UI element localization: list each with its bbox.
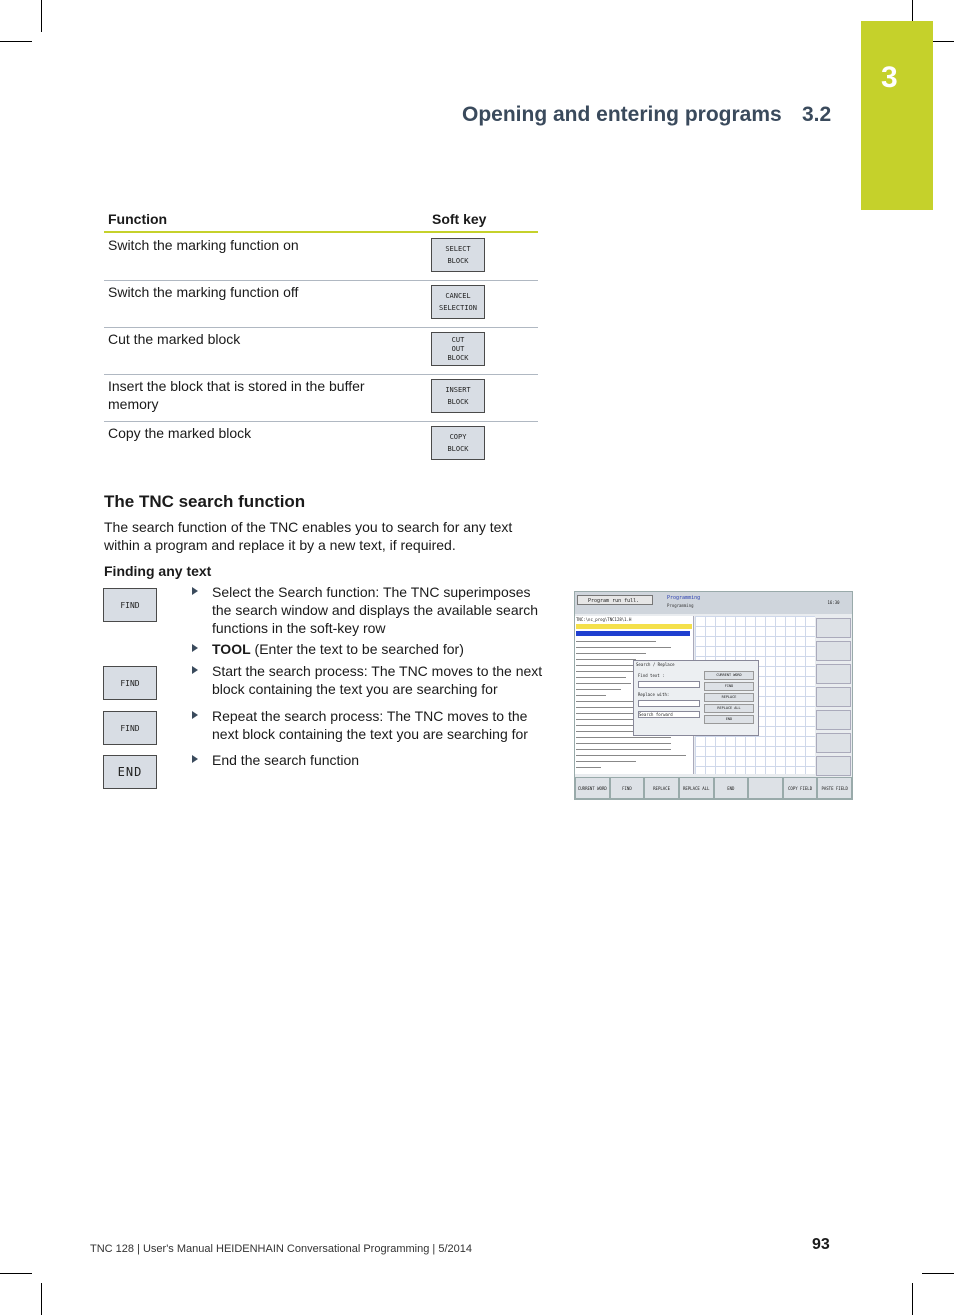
- softkey-label: CUT: [451, 335, 465, 344]
- code-line: [576, 695, 606, 696]
- mode-program-run: Program run full.: [577, 595, 653, 605]
- replace-with-input[interactable]: [638, 700, 700, 707]
- code-line: [576, 653, 646, 654]
- crop-mark: [922, 1273, 954, 1274]
- table-row: [104, 327, 538, 375]
- softkey-find[interactable]: FIND: [610, 777, 645, 799]
- crop-mark: [0, 1273, 32, 1274]
- step-keyword: TOOL: [212, 641, 251, 657]
- search-replace-dialog: [633, 660, 759, 736]
- page-number: 93: [812, 1236, 830, 1253]
- softkey-label: CANCEL: [445, 292, 471, 300]
- side-softkey[interactable]: [816, 687, 851, 707]
- crop-mark: [41, 0, 42, 32]
- table-row: [104, 233, 538, 281]
- function-cell: Copy the marked block: [108, 425, 252, 441]
- softkey-label: SELECT: [445, 245, 471, 253]
- section-intro: The search function of the TNC enables you to search for any text within a program and replace it by a new text, if required.: [104, 519, 513, 553]
- copy-block-softkey[interactable]: [431, 426, 485, 460]
- vertical-softkeys: [816, 618, 851, 779]
- softkey-blank[interactable]: [748, 777, 783, 799]
- softkey-paste-field[interactable]: PASTE FIELD: [817, 777, 852, 799]
- program-path: TNC:\nc_prog\TNC128\1.H: [576, 617, 632, 622]
- code-line: [576, 677, 626, 678]
- step-text-rest: (Enter the text to be searched for): [250, 641, 464, 657]
- step-text: Start the search process: The TNC moves to the next block containing the text you are searching for: [212, 663, 543, 697]
- softkey-end[interactable]: END: [714, 777, 749, 799]
- end-softkey[interactable]: END: [103, 755, 157, 789]
- find-softkey[interactable]: FIND: [103, 711, 157, 745]
- find-button[interactable]: FIND: [704, 682, 754, 691]
- function-cell: Switch the marking function off: [108, 284, 299, 300]
- tnc-screenshot: [574, 591, 853, 800]
- softkey-label: BLOCK: [447, 353, 469, 362]
- chapter-number: 3: [881, 61, 898, 94]
- softkey-label: OUT: [451, 344, 465, 353]
- running-header-title: Opening and entering programs: [462, 103, 782, 126]
- softkey-current-word[interactable]: CURRENT WORD: [575, 777, 610, 799]
- replace-button[interactable]: REPLACE: [704, 693, 754, 702]
- crop-mark: [912, 1283, 913, 1315]
- code-line: [576, 761, 636, 762]
- find-text-input[interactable]: [638, 681, 700, 688]
- softkey-label: BLOCK: [447, 257, 469, 265]
- page-footer: TNC 128 | User's Manual HEIDENHAIN Conversational Programming | 5/2014: [90, 1243, 472, 1255]
- clock: 16:30: [815, 592, 852, 614]
- insert-block-softkey[interactable]: [431, 379, 485, 413]
- end-button[interactable]: END: [704, 715, 754, 724]
- side-softkey[interactable]: [816, 733, 851, 753]
- side-softkey[interactable]: [816, 756, 851, 776]
- code-line: [576, 689, 621, 690]
- replace-all-button[interactable]: REPLACE ALL: [704, 704, 754, 713]
- arrow-bullet-icon: [192, 755, 198, 763]
- step-text: Repeat the search process: The TNC moves to the next block containing the text you are searching for: [212, 708, 528, 742]
- dialog-buttons: [704, 671, 754, 726]
- find-softkey[interactable]: FIND: [103, 588, 157, 622]
- code-line: [576, 641, 656, 642]
- arrow-bullet-icon: [192, 666, 198, 674]
- code-line: [576, 767, 601, 768]
- code-line: [576, 737, 671, 738]
- selected-line: [576, 631, 690, 636]
- table-row: [104, 374, 538, 422]
- mode-programming: [657, 595, 700, 609]
- side-softkey[interactable]: [816, 710, 851, 730]
- softkey-label: SELECTION: [439, 304, 477, 312]
- softkey-replace-all[interactable]: REPLACE ALL: [679, 777, 714, 799]
- softkey-label: COPY: [449, 433, 467, 441]
- code-line: [576, 659, 636, 660]
- crop-mark: [0, 41, 32, 42]
- code-line: [576, 683, 631, 684]
- mode-label: Programming: [667, 595, 701, 601]
- code-line: [576, 749, 671, 750]
- direction-select[interactable]: Search forward: [638, 711, 700, 718]
- crop-mark: [41, 1283, 42, 1315]
- cut-out-block-softkey[interactable]: [431, 332, 485, 366]
- side-softkey[interactable]: [816, 664, 851, 684]
- function-cell: Cut the marked block: [108, 331, 241, 347]
- running-header-section: 3.2: [802, 103, 832, 126]
- screen-header: [575, 592, 815, 614]
- section-title: The TNC search function: [104, 492, 306, 511]
- column-header-softkey: Soft key: [432, 211, 487, 227]
- code-line: [576, 647, 671, 648]
- chapter-tab: [861, 21, 933, 210]
- arrow-bullet-icon: [192, 587, 198, 595]
- step-text: [212, 640, 547, 658]
- table-row: [104, 280, 538, 328]
- softkey-copy-field[interactable]: COPY FIELD: [783, 777, 818, 799]
- replace-with-label: Replace with:: [638, 692, 670, 697]
- find-text-label: Find text :: [638, 673, 665, 678]
- code-line: [576, 743, 671, 744]
- side-softkey[interactable]: [816, 641, 851, 661]
- arrow-bullet-icon: [192, 644, 198, 652]
- function-cell: Switch the marking function on: [108, 237, 299, 253]
- table-row: [104, 421, 538, 468]
- side-softkey[interactable]: [816, 618, 851, 638]
- current-word-button[interactable]: CURRENT WORD: [704, 671, 754, 680]
- find-softkey[interactable]: FIND: [103, 666, 157, 700]
- subsection-title: Finding any text: [104, 563, 212, 579]
- dialog-title: Search / Replace: [636, 662, 675, 667]
- softkey-row: [575, 777, 852, 799]
- softkey-label: BLOCK: [447, 445, 469, 453]
- step-text: End the search function: [212, 752, 360, 768]
- select-block-softkey[interactable]: [431, 238, 485, 272]
- code-line: [576, 755, 686, 756]
- cursor-line: [576, 624, 692, 629]
- softkey-replace[interactable]: REPLACE: [644, 777, 679, 799]
- softkey-label: BLOCK: [447, 398, 469, 406]
- softkey-label: INSERT: [445, 386, 471, 394]
- cancel-selection-softkey[interactable]: [431, 285, 485, 319]
- arrow-bullet-icon: [192, 711, 198, 719]
- column-header-function: Function: [108, 211, 168, 227]
- mode-sublabel: Programming: [667, 603, 694, 608]
- function-cell: Insert the block that is stored in the buffer memory: [108, 378, 365, 412]
- step-text: Select the Search function: The TNC superimposes the search window and displays the available search functions in the soft-key row: [212, 584, 539, 636]
